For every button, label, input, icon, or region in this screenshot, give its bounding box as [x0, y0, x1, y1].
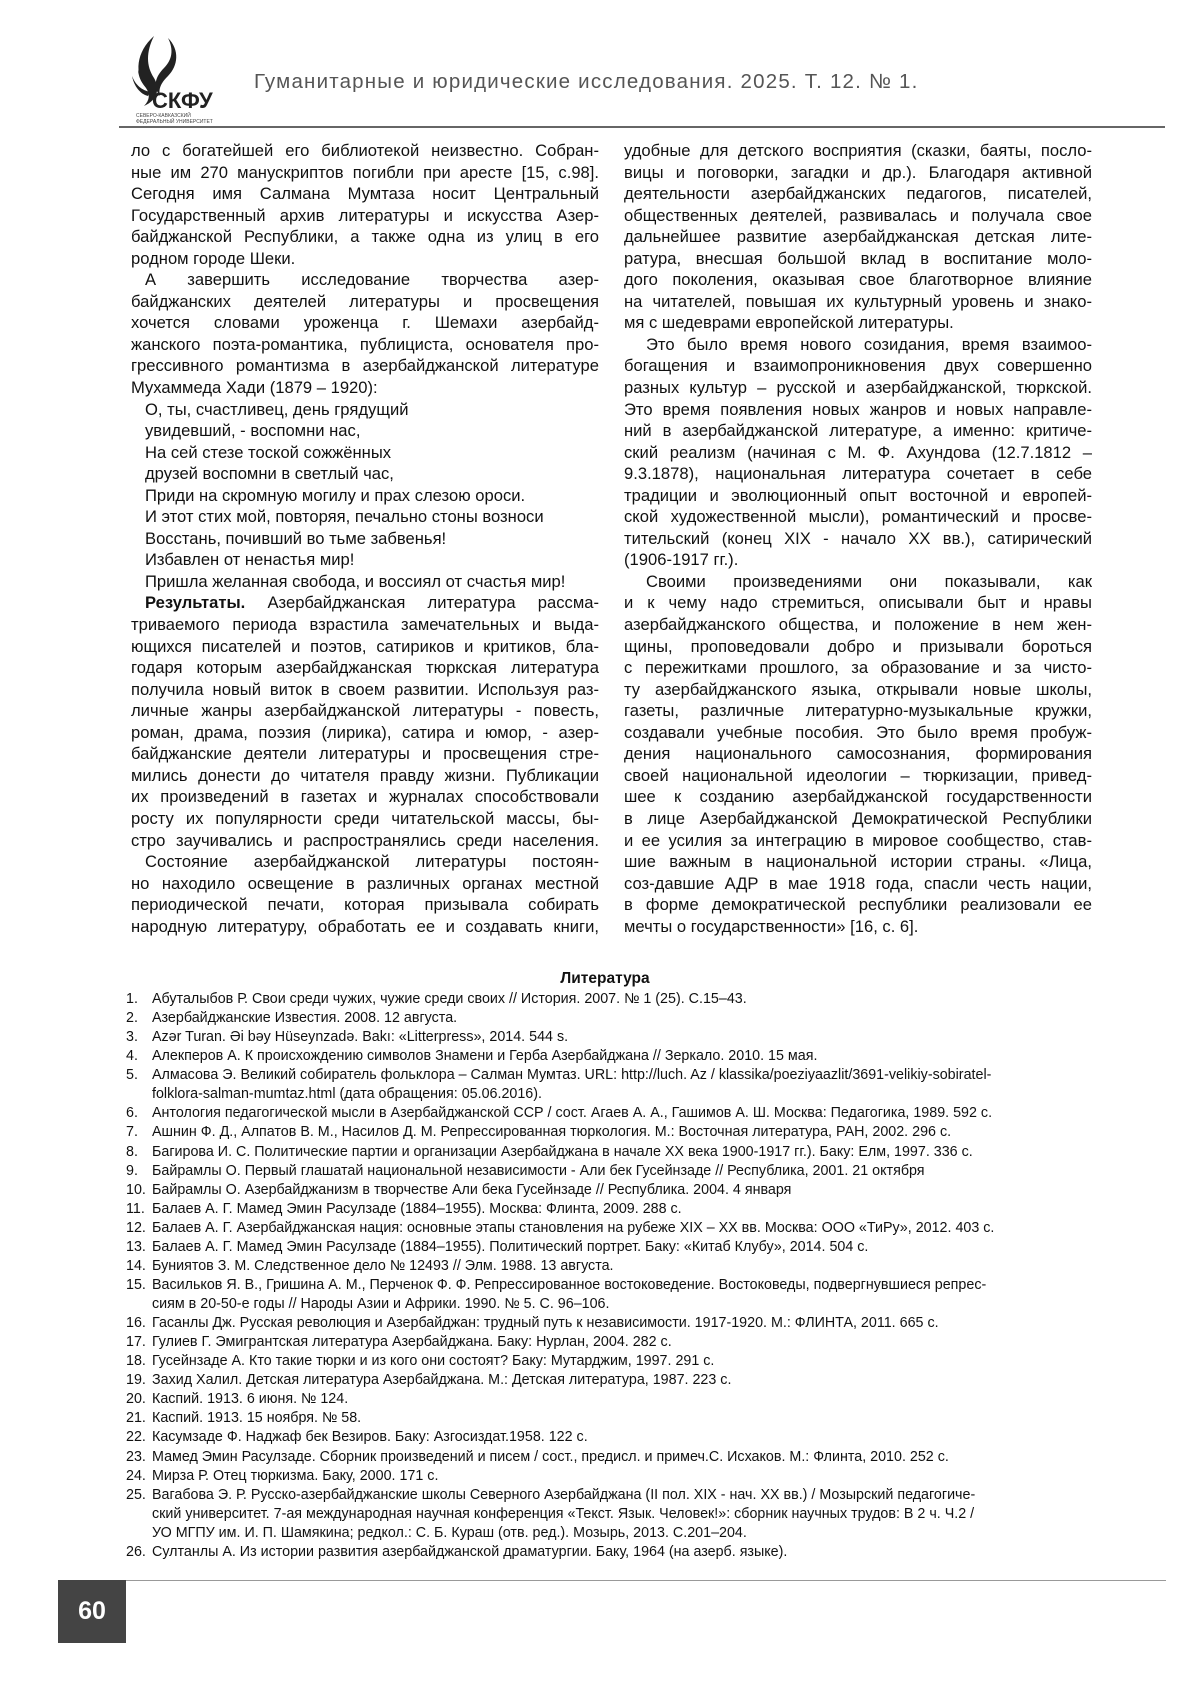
reference-item [126, 990, 1106, 1009]
reference-item [126, 1428, 1106, 1447]
paragraph [131, 140, 599, 269]
footer-divider [126, 1580, 1166, 1581]
reference-text: Касумзаде Ф. Наджаф бек Везиров. Баку: Азгосиздат.1958. 122 с. [152, 1428, 1106, 1447]
reference-number: 24. [126, 1467, 146, 1486]
reference-text: Балаев А. Г. Мамед Эмин Расулзаде (1884–1955). Москва: Флинта, 2009. 288 с. [152, 1200, 1106, 1219]
reference-text: Ашнин Ф. Д., Алпатов В. М., Насилов Д. М. Репрессированная тюркология. М.: Восточная литература, РАН, 2002. 296 с. [152, 1123, 1106, 1142]
reference-text: Каспий. 1913. 15 ноября. № 58. [152, 1409, 1106, 1428]
text-line: деятельности азербайджанских педагогов, писателей, [624, 183, 1092, 205]
reference-number: 16. [126, 1314, 146, 1333]
reference-text: Гасанлы Дж. Русская революция и Азербайджан: трудный путь к независимости. 1917-1920. М.: ФЛИНТА, 2011. 665 с. [152, 1314, 1106, 1333]
reference-text: Багирова И. С. Политические партии и организации Азербайджана в начале ХХ века 1900-1917 гг.). Баку: Елм, 1997. 336 с. [152, 1143, 1106, 1162]
reference-item [126, 1181, 1106, 1200]
reference-item [126, 1409, 1106, 1428]
text-line: байджанских деятелей литературы и просвещения [131, 291, 599, 313]
reference-text: folklora-salman-mumtaz.html (дата обращения: 05.06.2016). [152, 1085, 1106, 1104]
references-heading: Литература [0, 970, 1200, 988]
text-line: получила новый виток в своем развитии. Используя раз- [131, 679, 599, 701]
text-line: периодической печати, которая призывала собирать [131, 894, 599, 916]
reference-item [126, 1314, 1106, 1333]
text-line: ский реализм (начиная с М. Ф. Ахундова (12.7.1812 – [624, 442, 1092, 464]
reference-number: 15. [126, 1276, 146, 1295]
reference-number: 20. [126, 1390, 146, 1409]
text-line: хочется словами уроженца г. Шемахи азербайд- [131, 312, 599, 334]
text-line: ратура, внесшая большой вклад в воспитание моло- [624, 248, 1092, 270]
text-line: шее к созданию азербайджанской государственности [624, 786, 1092, 808]
reference-item [126, 1390, 1106, 1409]
poem-line: О, ты, счастливец, день грядущий [131, 399, 599, 421]
reference-number: 25. [126, 1486, 146, 1505]
svg-text:СКФУ: СКФУ [152, 88, 213, 113]
text-line: 9.3.1878), национальная литература сочетает в себе [624, 463, 1092, 485]
reference-text: УО МГПУ им. И. П. Шамякина; редкол.: С. Б. Кураш (отв. ред.). Мозырь, 2013. С.201–204. [152, 1524, 1106, 1543]
reference-text: Гусейнзаде А. Кто такие тюрки и из кого они состоят? Баку: Мутарджим, 1997. 291 с. [152, 1352, 1106, 1371]
reference-text: Балаев А. Г. Азербайджанская нация: основные этапы становления на рубеже XIX – XX вв. Москва: ООО «ТиРу», 2012. 403 с. [152, 1219, 1106, 1238]
text-line: Результаты. Азербайджанская литература рассма- [131, 592, 599, 614]
reference-item [126, 1333, 1106, 1352]
text-line: А завершить исследование творчества азер- [131, 269, 599, 291]
text-line: удобные для детского восприятия (сказки, баяты, посло- [624, 140, 1092, 162]
reference-text: Мамед Эмин Расулзаде. Сборник произведений и писем / сост., предисл. и примеч.С. Исхаков. М.: Флинта, 2010. 252 с. [152, 1448, 1106, 1467]
reference-text: Антология педагогической мысли в Азербайджанской ССР / сост. Агаев А. А., Гашимов А. Ш. Москва: Педагогика, 1989. 592 с. [152, 1104, 1106, 1123]
reference-item [126, 1028, 1106, 1047]
text-line: стро заучивались и распространялись среди населения. [131, 830, 599, 852]
reference-item [126, 1543, 1106, 1562]
reference-text: Алмасова Э. Великий собиратель фольклора – Салман Мумтаз. URL: http://luch. Az / klassika/poeziyaazlit/3691-velikiy-sobiratel- [152, 1066, 1106, 1085]
reference-item [126, 1047, 1106, 1066]
reference-number: 10. [126, 1181, 146, 1200]
poem-line: друзей воспомни в светлый час, [131, 463, 599, 485]
reference-item [126, 1486, 1106, 1543]
reference-text: Каспий. 1913. 6 июня. № 124. [152, 1390, 1106, 1409]
reference-item [126, 1066, 1106, 1104]
reference-item [126, 1352, 1106, 1371]
text-line: Своими произведениями они показывали, как [624, 571, 1092, 593]
text-line: богащения и взаимопроникновения двух совершенно [624, 355, 1092, 377]
reference-number: 9. [126, 1162, 138, 1181]
reference-number: 13. [126, 1238, 146, 1257]
text-line: создавали учебные пособия. Это было время пробуж- [624, 722, 1092, 744]
text-line: ской художественной мысли), романтический и просве- [624, 506, 1092, 528]
text-line: Это было время нового созидания, время взаимоо- [624, 334, 1092, 356]
text-line: тительский (конец XIX - начало XX вв.), сатирический [624, 528, 1092, 550]
text-line: росту их популярности среди читательской массы, бы- [131, 808, 599, 830]
text-line: байджанской Республики, а также одна из улиц в его [131, 226, 599, 248]
text-line: ющихся писателей и поэтов, сатириков и критиков, бла- [131, 636, 599, 658]
text-line: азербайджанского общества, и положение в нем жен- [624, 614, 1092, 636]
text-line: мились донести до читателя правду жизни. Публикации [131, 765, 599, 787]
text-line: байджанские деятели литературы и просвещения стре- [131, 743, 599, 765]
svg-text:ФЕДЕРАЛЬНЫЙ УНИВЕРСИТЕТ: ФЕДЕРАЛЬНЫЙ УНИВЕРСИТЕТ [136, 117, 213, 125]
text-line: триваемого периода взрастила замечательных и выда- [131, 614, 599, 636]
text-line: (1906-1917 гг.). [624, 549, 1092, 571]
reference-item [126, 1162, 1106, 1181]
reference-item [126, 1238, 1106, 1257]
svg-text:СЕВЕРО-КАВКАЗСКИЙ: СЕВЕРО-КАВКАЗСКИЙ [136, 111, 191, 119]
text-line: и к чему надо стремиться, описывали быт и нравы [624, 592, 1092, 614]
text-line: на читателей, повышая их культурный уровень и знако- [624, 291, 1092, 313]
reference-number: 14. [126, 1257, 146, 1276]
text-line: шие важным в национальной истории страны. «Лица, [624, 851, 1092, 873]
reference-number: 19. [126, 1371, 146, 1390]
poem-line: Восстань, почивший во тьме забвенья! [131, 528, 599, 550]
reference-number: 18. [126, 1352, 146, 1371]
journal-title: Гуманитарные и юридические исследования. 2025. Т. 12. № 1. [254, 70, 919, 94]
text-line: ло с богатейшей его библиотекой неизвестно. Собран- [131, 140, 599, 162]
reference-number: 11. [126, 1200, 145, 1219]
paragraph [624, 334, 1092, 571]
reference-number: 2. [126, 1009, 138, 1028]
text-line: щины, проповедовали добро и призывали бороться [624, 636, 1092, 658]
paragraph [624, 140, 1092, 334]
text-line: Состояние азербайджанской литературы постоян- [131, 851, 599, 873]
text-line: мя с шедеврами европейской литературы. [624, 312, 1092, 334]
references-list [126, 990, 1106, 1562]
text-line: общественных деятелей, развивалась и получала свое [624, 205, 1092, 227]
text-line: и ее усилия за интеграцию в мировое сообщество, став- [624, 830, 1092, 852]
reference-item [126, 1219, 1106, 1238]
section-lead: Результаты. [145, 593, 245, 612]
text-line: но находило освещение в различных органах местной [131, 873, 599, 895]
text-line: родном городе Шеки. [131, 248, 599, 270]
reference-text: Васильков Я. В., Гришина А. М., Перченок Ф. Ф. Репрессированное востоковедение. Востоковеды, подвергнувшиеся репрес- [152, 1276, 1106, 1295]
paragraph [624, 571, 1092, 937]
text-line: традиции и эволюционный опыт восточной и европей- [624, 485, 1092, 507]
paragraph [131, 269, 599, 398]
text-line: разных культур – русской и азербайджанской, тюркской. [624, 377, 1092, 399]
reference-number: 8. [126, 1143, 138, 1162]
reference-text: Azər Turan. Əi bəy Hüseynzadə. Bakı: «Litterpress», 2014. 544 s. [152, 1028, 1106, 1047]
text-line: личные жанры азербайджанской литературы - повесть, [131, 700, 599, 722]
reference-text: Азербайджанские Известия. 2008. 12 августа. [152, 1009, 1106, 1028]
poem-line: увидевший, - воспомни нас, [131, 420, 599, 442]
reference-number: 17. [126, 1333, 146, 1352]
reference-text: Байрамлы О. Первый глашатай национальной независимости - Али бек Гусейнзаде // Республика, 2001. 21 октября [152, 1162, 1106, 1181]
page-number: 60 [58, 1580, 126, 1643]
reference-item [126, 1123, 1106, 1142]
poem-block [131, 399, 599, 593]
text-line: ные им 270 манускриптов погибли при аресте [15, с.98]. [131, 162, 599, 184]
reference-number: 6. [126, 1104, 138, 1123]
poem-line: Приди на скромную могилу и прах слезою ороси. [131, 485, 599, 507]
reference-number: 7. [126, 1123, 138, 1142]
reference-item [126, 1371, 1106, 1390]
reference-text: сиям в 20-50-е годы // Народы Азии и Африки. 1990. № 5. С. 96–106. [152, 1295, 1106, 1314]
text-line: Это время появления новых жанров и новых направле- [624, 399, 1092, 421]
reference-item [126, 1276, 1106, 1314]
poem-line: Избавлен от ненастья мир! [131, 549, 599, 571]
reference-item [126, 1467, 1106, 1486]
paragraph [131, 592, 599, 851]
reference-text: Абуталыбов Р. Свои среди чужих, чужие среди своих // История. 2007. № 1 (25). С.15–43. [152, 990, 1106, 1009]
text-line: их произведений в газетах и журналах способствовали [131, 786, 599, 808]
reference-text: Алекперов А. К происхождению символов Знамени и Герба Азербайджана // Зеркало. 2010. 15 мая. [152, 1047, 1106, 1066]
poem-line: И этот стих мой, повторяя, печально стоны возноси [131, 506, 599, 528]
header-divider [119, 126, 1165, 128]
text-line: соз-давшие АДР в мае 1918 года, спасли честь нации, [624, 873, 1092, 895]
text-line: роман, драма, поэзия (лирика), сатира и юмор, - азер- [131, 722, 599, 744]
text-line: вицы и поговорки, загадки и др.). Благодаря активной [624, 162, 1092, 184]
text-line: Государственный архив литературы и искусства Азер- [131, 205, 599, 227]
reference-text: ский университет. 7-ая международная научная конференция «Текст. Язык. Человек!»: сборник научных трудов: В 2 ч. Ч.2 / [152, 1505, 1106, 1524]
reference-text: Вагабова Э. Р. Русско-азербайджанские школы Северного Азербайджана (II пол. XIX - нач. XX вв.) / Мозырский педагогиче- [152, 1486, 1106, 1505]
reference-item [126, 1200, 1106, 1219]
text-line: ту азербайджанского языка, открывали новые школы, [624, 679, 1092, 701]
text-line: дого поколения, оказывая свое благотворное влияние [624, 269, 1092, 291]
text-line: жанского поэта-романтика, публициста, основателя про- [131, 334, 599, 356]
reference-number: 12. [126, 1219, 146, 1238]
text-line: годаря которым азербайджанская тюркская литература [131, 657, 599, 679]
reference-text: Захид Халил. Детская литература Азербайджана. М.: Детская литература, 1987. 223 с. [152, 1371, 1106, 1390]
reference-item [126, 1104, 1106, 1123]
text-line: мечты о государственности» [16, с. 6]. [624, 916, 1092, 938]
right-text-column [624, 140, 1092, 937]
reference-text: Мирза Р. Отец тюркизма. Баку, 2000. 171 с. [152, 1467, 1106, 1486]
reference-number: 5. [126, 1066, 138, 1085]
text-line: с пережитками прошлого, за образование и за чисто- [624, 657, 1092, 679]
reference-text: Байрамлы О. Азербайджанизм в творчестве Али бека Гусейнзаде // Республика. 2004. 4 января [152, 1181, 1106, 1200]
reference-number: 26. [126, 1543, 146, 1562]
reference-item [126, 1448, 1106, 1467]
reference-text: Султанлы А. Из истории развития азербайджанской драматургии. Баку, 1964 (на азерб. языке). [152, 1543, 1106, 1562]
reference-item [126, 1257, 1106, 1276]
poem-line: Пришла желанная свобода, и воссиял от счастья мир! [131, 571, 599, 593]
text-line: дения национального самосознания, формирования [624, 743, 1092, 765]
text-line: Мухаммеда Хади (1879 – 1920): [131, 377, 599, 399]
paragraph [131, 851, 599, 937]
reference-item [126, 1009, 1106, 1028]
text-line: грессивного романтизма в азербайджанской литературе [131, 355, 599, 377]
text-line: в форме демократической республики реализовали ее [624, 894, 1092, 916]
text-line: дальнейшее развитие азербайджанская детская лите- [624, 226, 1092, 248]
reference-text: Гулиев Г. Эмигрантская литература Азербайджана. Баку: Нурлан, 2004. 282 с. [152, 1333, 1106, 1352]
reference-number: 3. [126, 1028, 138, 1047]
left-text-column [131, 140, 599, 937]
text-line: своей национальной идеологии – тюркизации, привед- [624, 765, 1092, 787]
poem-line: На сей стезе тоской сожжённых [131, 442, 599, 464]
reference-number: 23. [126, 1448, 146, 1467]
university-logo [128, 30, 238, 126]
text-line: газеты, различные литературно-музыкальные кружки, [624, 700, 1092, 722]
reference-text: Буниятов З. М. Следственное дело № 12493 // Элм. 1988. 13 августа. [152, 1257, 1106, 1276]
reference-text: Балаев А. Г. Мамед Эмин Расулзаде (1884–1955). Политический портрет. Баку: «Китаб Клубу», 2014. 504 с. [152, 1238, 1106, 1257]
text-line: в лице Азербайджанской Демократической Республики [624, 808, 1092, 830]
reference-number: 21. [126, 1409, 146, 1428]
reference-number: 22. [126, 1428, 146, 1447]
reference-number: 1. [126, 990, 138, 1009]
text-line: народную литературу, обработать ее и создавать книги, [131, 916, 599, 938]
reference-number: 4. [126, 1047, 138, 1066]
skfu-logo-icon [128, 30, 238, 126]
text-line: ний в азербайджанской литературе, а именно: критиче- [624, 420, 1092, 442]
text-line: Сегодня имя Салмана Мумтаза носит Центральный [131, 183, 599, 205]
reference-item [126, 1143, 1106, 1162]
